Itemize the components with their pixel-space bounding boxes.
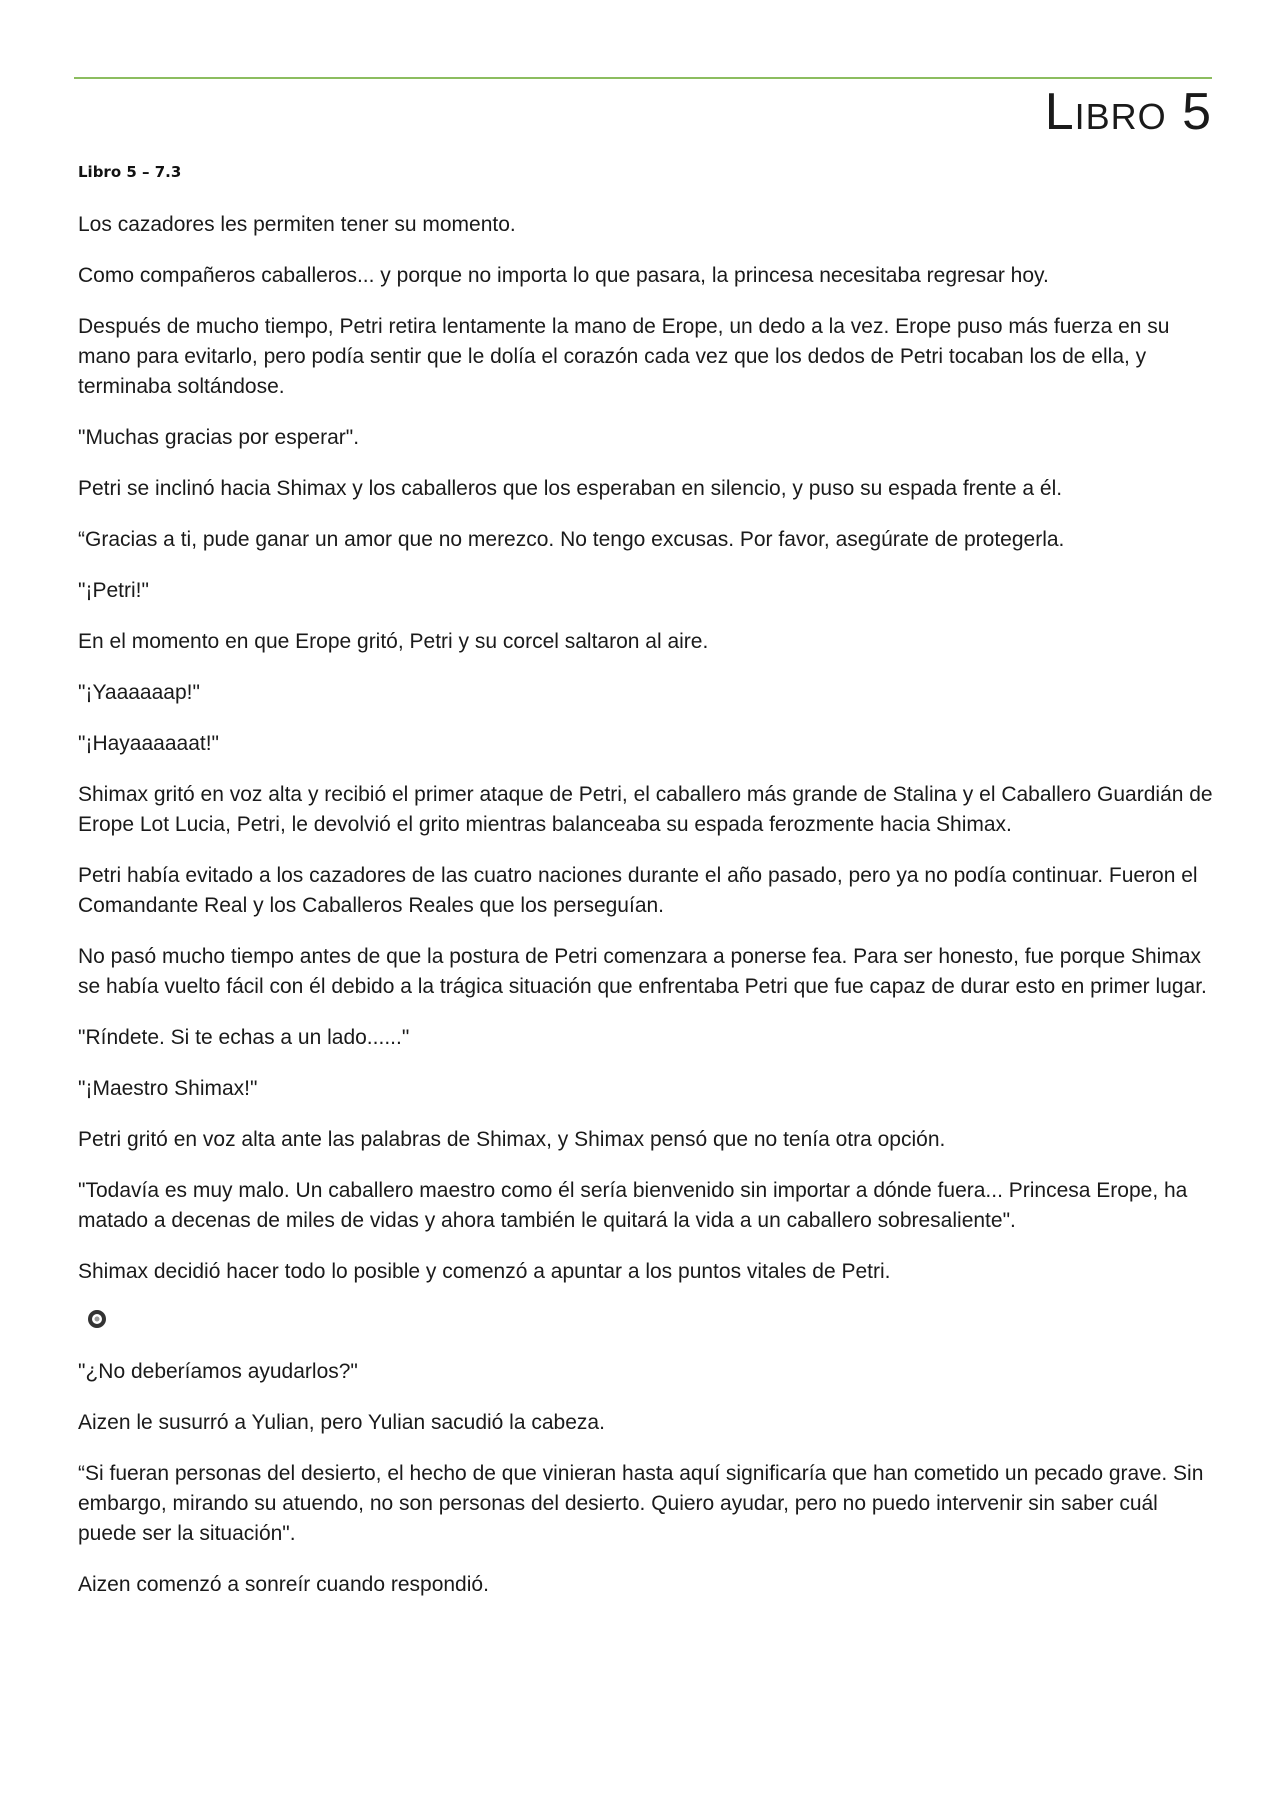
paragraph: Como compañeros caballeros... y porque no importa lo que pasara, la princesa necesitaba regresar hoy.	[78, 264, 1049, 287]
paragraph: Petri había evitado a los cazadores de las cuatro naciones durante el año pasado, pero ya no podía continuar. Fueron el Comandante Real y los Caballeros Reales que los perseguían.	[78, 864, 1198, 917]
paragraph: Después de mucho tiempo, Petri retira lentamente la mano de Erope, un dedo a la vez. Erope puso más fuerza en su mano para evitarlo, pero podía sentir que le dolía el corazón cada vez que los dedos de Petri tocaban los de ella, y terminaba soltándose.	[78, 315, 1170, 398]
paragraph: Petri se inclinó hacia Shimax y los caballeros que los esperaban en silencio, y puso su espada frente a él.	[78, 477, 1063, 500]
paragraph: "¡Maestro Shimax!"	[78, 1077, 258, 1100]
paragraph: "Muchas gracias por esperar".	[78, 426, 360, 449]
paragraph: "¡Petri!"	[78, 579, 149, 602]
page-header-title: Libro 5	[1044, 83, 1212, 141]
paragraph: Aizen comenzó a sonreír cuando respondió.	[78, 1573, 489, 1596]
paragraph: “Gracias a ti, pude ganar un amor que no merezco. No tengo excusas. Por favor, asegúrate de protegerla.	[78, 528, 1065, 551]
paragraph: "¡Yaaaaaap!"	[78, 681, 200, 704]
paragraph: Shimax gritó en voz alta y recibió el primer ataque de Petri, el caballero más grande de Stalina y el Caballero Guardián de Erope Lot Lucia, Petri, le devolvió el grito mientras balanceaba su espada ferozmente hacia Shimax.	[78, 783, 1213, 836]
paragraph: “Si fueran personas del desierto, el hecho de que vinieran hasta aquí significaría que han cometido un pecado grave. Sin embargo, mirando su atuendo, no son personas del desierto. Quiero ayudar, pero no puedo intervenir sin saber cuál puede ser la situación".	[78, 1462, 1204, 1545]
paragraph: En el momento en que Erope gritó, Petri y su corcel saltaron al aire.	[78, 630, 709, 653]
paragraph: Aizen le susurró a Yulian, pero Yulian sacudió la cabeza.	[78, 1411, 605, 1434]
paragraph: No pasó mucho tiempo antes de que la postura de Petri comenzara a ponerse fea. Para ser honesto, fue porque Shimax se había vuelto fácil con él debido a la trágica situación que enfrentaba Petri que fue capaz de durar esto en primer lugar.	[78, 945, 1207, 998]
paragraph: Petri gritó en voz alta ante las palabras de Shimax, y Shimax pensó que no tenía otra opción.	[78, 1128, 946, 1151]
paragraph: "¿No deberíamos ayudarlos?"	[78, 1360, 358, 1383]
body-text	[78, 210, 1218, 1621]
paragraph: "¡Hayaaaaaat!"	[78, 732, 219, 755]
section-label: Libro 5 – 7.3	[78, 163, 182, 181]
ring-ornament-icon	[86, 1308, 108, 1330]
paragraph: "Ríndete. Si te echas a un lado......"	[78, 1026, 410, 1049]
paragraph: "Todavía es muy malo. Un caballero maestro como él sería bienvenido sin importar a dónde fuera... Princesa Erope, ha matado a decenas de miles de vidas y ahora también le quitará la vida a un caballero sobresaliente".	[78, 1179, 1188, 1232]
paragraph: Los cazadores les permiten tener su momento.	[78, 213, 516, 236]
paragraph: Shimax decidió hacer todo lo posible y comenzó a apuntar a los puntos vitales de Petri.	[78, 1260, 891, 1283]
header-rule	[74, 77, 1212, 79]
